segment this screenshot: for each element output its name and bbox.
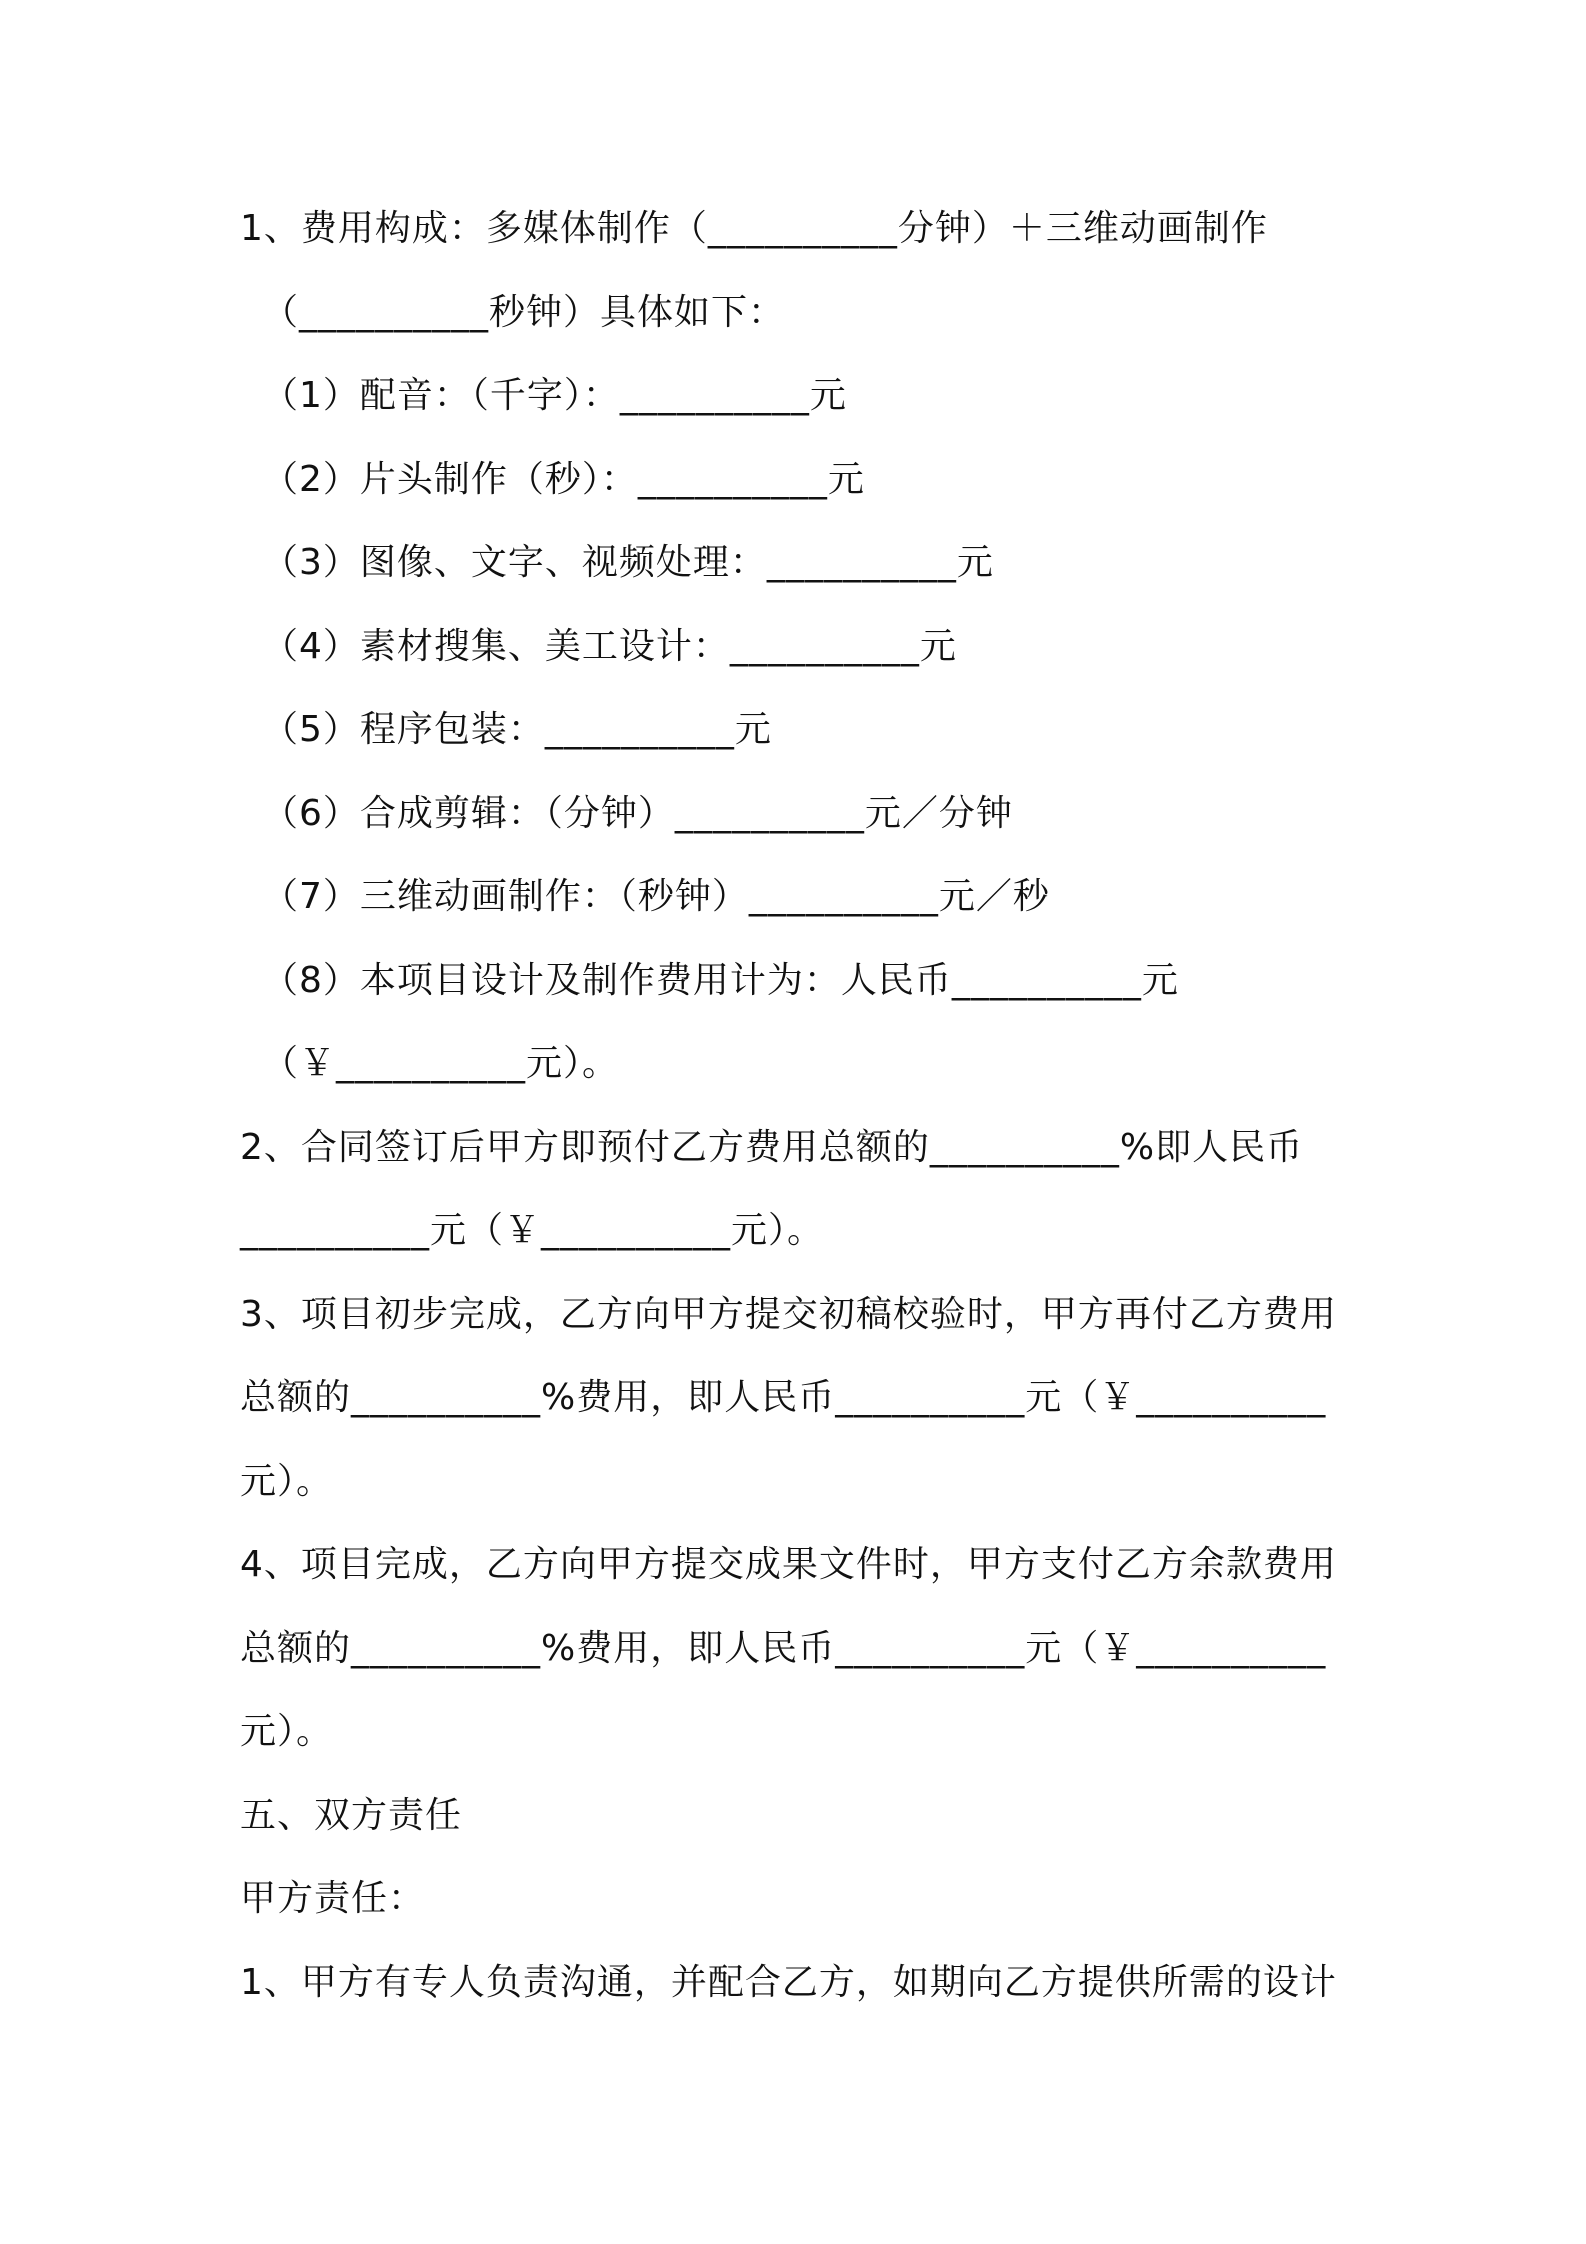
initial-completion-amount-line: 总额的__________%费用，即人民币__________元（￥__________ — [240, 1377, 1327, 1418]
editing-fee-line: （6）合成剪辑：（分钟）__________元／分钟 — [262, 793, 1013, 834]
party-a-responsibility-line: 1、甲方有专人负责沟通，并配合乙方，如期向乙方提供所需的设计 — [240, 1962, 1337, 2003]
material-design-fee-line: （4）素材搜集、美工设计：__________元 — [262, 626, 957, 667]
total-fee-line: （8）本项目设计及制作费用计为：人民币__________元 — [262, 960, 1179, 1001]
animation-fee-line: （7）三维动画制作：（秒钟）__________元／秒 — [262, 876, 1050, 917]
final-payment-line: 4、项目完成，乙方向甲方提交成果文件时，甲方支付乙方余款费用 — [240, 1544, 1337, 1585]
party-a-heading: 甲方责任： — [240, 1878, 426, 1919]
fee-structure-continued-line: （__________秒钟）具体如下： — [262, 292, 786, 333]
image-processing-fee-line: （3）图像、文字、视频处理：__________元 — [262, 542, 994, 583]
title-sequence-fee-line: （2）片头制作（秒）：__________元 — [262, 459, 865, 500]
dubbing-fee-line: （1）配音：（千字）：__________元 — [262, 375, 847, 416]
final-payment-end-line: 元）。 — [240, 1711, 334, 1752]
total-fee-amount-line: （￥__________元）。 — [262, 1043, 620, 1084]
initial-completion-line: 3、项目初步完成，乙方向甲方提交初稿校验时，甲方再付乙方费用 — [240, 1294, 1337, 1335]
section-heading: 五、双方责任 — [240, 1795, 463, 1836]
final-payment-amount-line: 总额的__________%费用，即人民币__________元（￥__________ — [240, 1628, 1327, 1669]
prepayment-line: 2、合同签订后甲方即预付乙方费用总额的__________%即人民币 — [240, 1127, 1304, 1168]
program-packaging-fee-line: （5）程序包装：__________元 — [262, 709, 772, 750]
prepayment-amount-line: __________元（￥__________元）。 — [240, 1210, 825, 1251]
fee-structure-line: 1、费用构成：多媒体制作（__________分钟）＋三维动画制作 — [240, 208, 1268, 249]
initial-completion-end-line: 元）。 — [240, 1461, 334, 1502]
